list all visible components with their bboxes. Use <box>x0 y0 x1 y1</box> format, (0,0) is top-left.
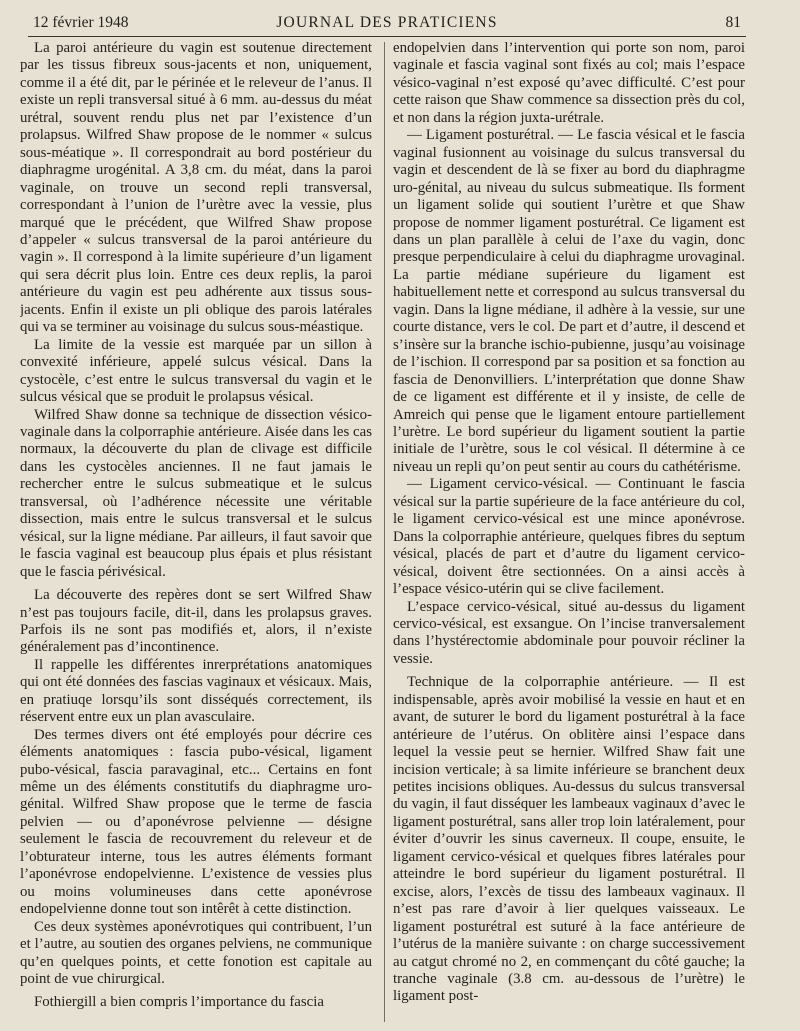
paragraph: — Ligament cervico-vésical. — Continuant le fascia vésical sur la partie supérieure de la face antérieure du col, le ligament cervico-vésical est une mince aponévrose. Dans la colporraphie antérieure, quelques fibres du septum vésical, placés de part et d’autre du ligament cervico-vésical, doivent être sectionnées. On a ainsi accès à l’espace vésico-utérin qui se clive facilement. <box>393 476 745 598</box>
paragraph: L’espace cervico-vésical, situé au-dessus du ligament cervico-vésical, est exsangue. On l’incise tranversalement dans l’hystérectomie abdominale pour pouvoir récliner la vessie. <box>393 598 745 667</box>
paragraph: La découverte des repères dont se sert Wilfred Shaw n’est pas toujours facile, dit-il, dans les prolapsus graves. Parfois ils ne sont pas modifiés et, alors, il n’existe généralement pas d’incontinence. <box>20 587 372 656</box>
header-journal-title: JOURNAL DES PRATICIENS <box>276 14 498 31</box>
paragraph: La paroi antérieure du vagin est soutenue directement par les tissus fibreux sous-jacents et non, uniquement, comme il a été dit, par le périnée et le releveur de l’anus. Il existe un repli transversal situé à 6 mm. au-dessus du méat urétral, souvent rendu plus net par l’existence d’un prolapsus. Wilfred Shaw propose de le nommer « sulcus sous-méatique ». Il correspondrait au bord postérieur du diaphragme urogénital. A 3,8 cm. du méat, dans la paroi vaginale, on trouve un second repli transversal, correspondant à l’union de l’urètre avec la vessie, plus marqué que le précédent, que Wilfred Shaw propose d’appeler « sulcus transversal de la paroi antérieure du vagin ». Il correspond à la limite supérieure d’un ligament qui sera décrit plus loin. Entre ces deux replis, la paroi antérieure du vagin est peu adhérente aux tissus sous-jacents. Enfin il existe un pli oblique des parois latérales qui va se terminer au voisinage du sulcus sous-méastique. <box>20 40 372 336</box>
running-header <box>33 10 741 34</box>
header-date: 12 février 1948 <box>33 14 129 31</box>
right-column <box>393 40 745 1025</box>
paragraph: Ces deux systèmes aponévrotiques qui contribuent, l’un et l’autre, au soutien des organes pelviens, ne communique qu’en quelques points, et cette fonotion est capitale au point de vue chirurgical. <box>20 918 372 988</box>
header-page-number: 81 <box>725 14 741 31</box>
left-column <box>20 40 372 1025</box>
paragraph: endopelvien dans l’intervention qui porte son nom, paroi vaginale et fascia vaginal sont fixés au col; mais l’espace vésico-vaginal n’est exposé qu’avec difficulté. C’est pour cette raison que Shaw commence sa dissection près du col, et non dans la région juxta-urétrale. <box>393 40 745 126</box>
paragraph: Il rappelle les différentes inrerprétations anatomiques qui ont été données des fascias vaginaux et vésicaux. Mais, en pratiuqe lorsqu’ils sont disséqués correctement, ils réservent entre eux un plan avasculaire. <box>20 656 372 726</box>
paragraph: Technique de la colporraphie antérieure. — Il est indispensable, après avoir mobilisé la vessie en haut et en avant, de suturer le bord du ligament posturétral à la face antérieure de l’utérus. On oblitère ainsi l’espace dans lequel la vessie peut se hernier. Wilfred Shaw fait une incision verticale; à sa limite inférieure se branchent deux petites incisions obliques. Au-dessus du sulcus transversal du vagin, il faut disséquer les lambeaux vaginaux d’avec le ligament posturétral, sans aller trop loin latéralement, pour éviter d’ouvrir les sinus caverneux. Il coupe, ensuite, le ligament cervico-vésical et quelques fibres latérales pour atteindre le bord supérieur du ligament posturétral. Il excise, alors, l’excès de tissu des lambeaux vaginaux. Il n’est pas rare d’avoir à lier quelques vaisseaux. Le ligament posturétral est suturé à la face antérieure de l’utérus de la manière suivante : on charge successivement au catgut chromé no 2, en commençant du côté gauche; la tranche vaginale (3.8 cm. au-dessous de l’urètre) le ligament post- <box>393 674 745 1005</box>
paragraph: Fothiergill a bien compris l’importance du fascia <box>34 994 324 1011</box>
header-rule <box>28 36 746 37</box>
paragraph: Wilfred Shaw donne sa technique de dissection vésico-vaginale dans la colporraphie antérieure. Aisée dans les cas normaux, la découverte du plan de clivage est difficile dans les cystocèles anciennes. Il ne faut jamais le rechercher entre le sulcus submeatique et le sulcus transversal, où l’adhérence nécessite une véritable dissection, mais entre le sulcus transversal et le sulcus vésical, sur la ligne médiane. Par ailleurs, il faut savoir que le fascia vaginal est beaucoup plus épais et plus résistant que le fascia périvésical. <box>20 406 372 580</box>
column-divider <box>384 42 385 1022</box>
paragraph: Des termes divers ont été employés pour décrire ces éléments anatomiques : fascia pubo-vésical, ligament pubo-vésical, fascia paravaginal, etc... Certains en font même un des éléments constitutifs du diaphragme uro-génital. Wilfred Shaw propose que le terme de fascia pelvien — ou d’aponévrose pelvienne — désigne seulement le fascia de recouvrement du releveur et de l’obturateur interne, tous les autres éléments formant l’aponévrose endopelvienne. L’existence de vessies plus ou moins volumineuses dans cette aponévrose endopelvienne donne tout son intêrêt à cette distinction. <box>20 726 372 918</box>
paragraph: La limite de la vessie est marquée par un sillon à convexité inférieure, appelé sulcus vésical. Dans la cystocèle, c’est entre le sulcus transversal du vagin et le sulcus vésical que se produit le prolapsus vésical. <box>20 336 372 406</box>
paragraph: — Ligament posturétral. — Le fascia vésical et le fascia vaginal fusionnent au voisinage du sulcus transversal du vagin et descendent de là se fixer au bord du diaphragme uro-génital, au niveau du sulcus submeatique. Ils forment un ligament solide qui soutient l’urètre et que Shaw propose de nommer ligament posturétral. Ce ligament est dans un plan parallèle à celui de l’axe du vagin, donc presque perpendiculaire à celui du diaphragme urovaginal. La partie médiane supérieure du ligament est habituellement nette et correspond au sulcus transversal du vagin. Dans la ligne médiane, il adhère à la vessie, sur une courte distance, vers le col. De part et d’autre, il descend et s’insère sur la branche ischio-pubienne, jusqu’au voisinage de l’ischion. Il correspond par sa position et sa fonction au fascia de Denonvilliers. L’interprétation que donne Shaw de ce ligament est différente et il y insiste, de celle de Amreich qui pense que le ligament entoure partiellement l’urètre. Le bord supérieur du ligament soutient la partie initiale de l’urètre, sous le col vésical. Il détermine à ce niveau un repli qu’on peut sentir au cours du cathétérisme. <box>393 127 745 475</box>
